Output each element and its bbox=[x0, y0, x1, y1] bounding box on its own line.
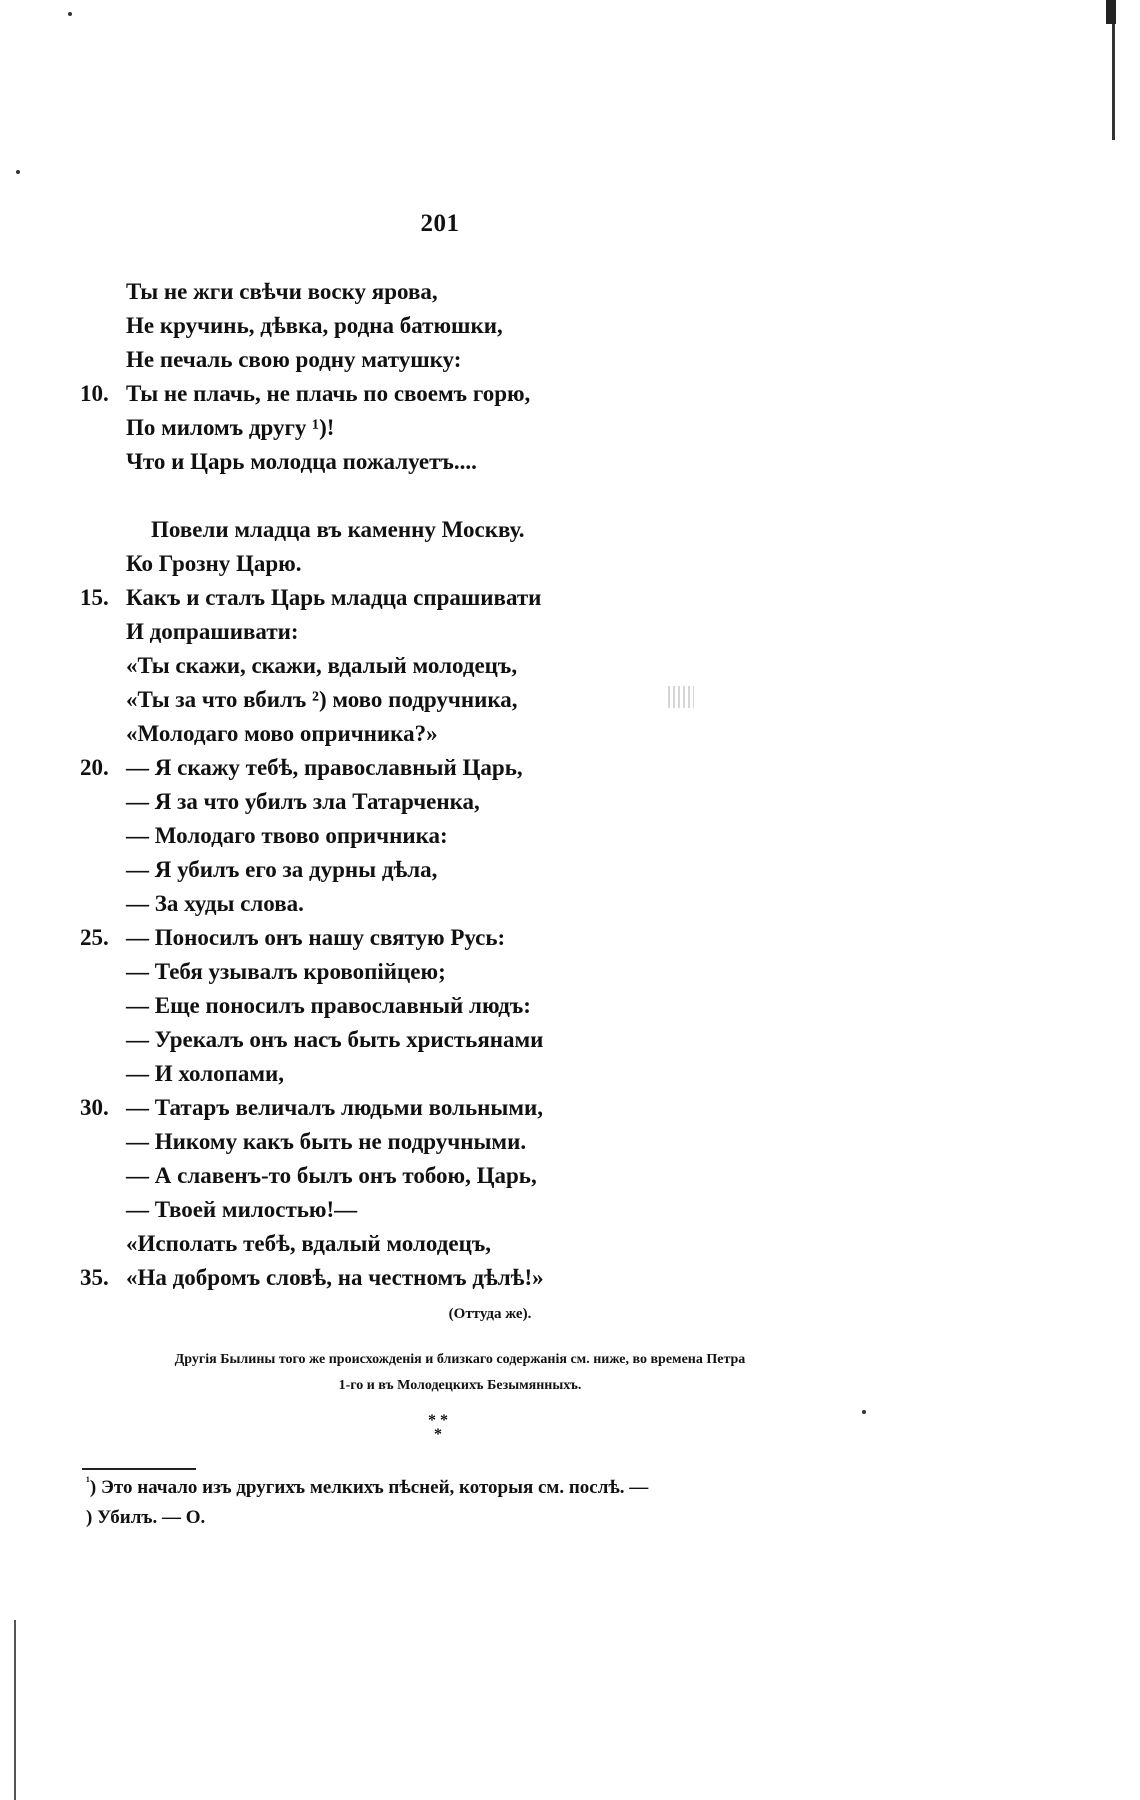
verse-line bbox=[0, 343, 1140, 377]
verse-text: — Урекалъ онъ насъ быть христьянами bbox=[126, 1027, 544, 1052]
verse-line bbox=[0, 751, 1140, 785]
editorial-note-line: 1-го и въ Молодецкихъ Безымянныхъ. bbox=[338, 1378, 582, 1393]
verse-line bbox=[0, 1159, 1140, 1193]
verse-line bbox=[0, 649, 1140, 683]
line-number: 30. bbox=[80, 1095, 109, 1120]
binding-mark bbox=[1106, 0, 1116, 24]
verse-line bbox=[0, 989, 1140, 1023]
footnote-1 bbox=[86, 1473, 648, 1503]
verse-line bbox=[0, 819, 1140, 853]
footnote-text: ) Убилъ. — О. bbox=[86, 1507, 206, 1528]
verse-text: — Еще поносилъ православный людъ: bbox=[126, 993, 531, 1018]
page-edge-line bbox=[14, 1620, 16, 1800]
verse-line bbox=[0, 785, 1140, 819]
verse-line bbox=[0, 887, 1140, 921]
verse-text: — Никому какъ быть не подручными. bbox=[126, 1129, 527, 1154]
verse-line bbox=[0, 309, 1140, 343]
verse-line bbox=[0, 683, 1140, 717]
verse-line bbox=[0, 615, 1140, 649]
verse-line bbox=[0, 1057, 1140, 1091]
verse-text: — Я убилъ его за дурны дѣла, bbox=[126, 857, 438, 882]
verse-text: Не кручинь, дѣвка, родна батюшки, bbox=[126, 313, 503, 338]
verse-text: — А славенъ-то былъ онъ тобою, Царь, bbox=[126, 1163, 537, 1188]
verse-text: — Поносилъ онъ нашу святую Русь: bbox=[126, 925, 506, 950]
speck bbox=[862, 1410, 866, 1414]
line-number: 25. bbox=[80, 925, 109, 950]
verse-text: Какъ и сталъ Царь младца спрашивати bbox=[126, 585, 542, 610]
verse-text: — Татаръ величалъ людьми вольными, bbox=[126, 1095, 544, 1120]
verse-line bbox=[0, 717, 1140, 751]
line-number: 20. bbox=[80, 755, 109, 780]
verse-line bbox=[0, 1091, 1140, 1125]
verse-text: «Исполать тебѣ, вдалый молодецъ, bbox=[126, 1231, 491, 1256]
verse-text: Что и Царь молодца пожалуетъ.... bbox=[126, 449, 477, 474]
verse-line bbox=[0, 1261, 1140, 1295]
verse-line bbox=[0, 955, 1140, 989]
verse-text: Ко Грозну Царю. bbox=[126, 551, 302, 576]
verse-line bbox=[0, 547, 1140, 581]
verse-text: «Ты скажи, скажи, вдалый молодецъ, bbox=[126, 653, 518, 678]
line-number: 10. bbox=[80, 381, 109, 406]
footnote-marker: ¹ bbox=[86, 1473, 90, 1489]
verse-text: — Я за что убилъ зла Татарченка, bbox=[126, 789, 480, 814]
verse-text: «На добромъ словѣ, на честномъ дѣлѣ!» bbox=[126, 1265, 544, 1290]
verse-line bbox=[0, 921, 1140, 955]
verse-text: — Молодаго твово опричника: bbox=[126, 823, 448, 848]
speck bbox=[68, 12, 72, 16]
verse-line bbox=[0, 377, 1140, 411]
verse-text: По миломъ другу ¹)! bbox=[126, 415, 335, 440]
source-attribution: (Оттуда же). bbox=[448, 1306, 532, 1322]
verse-line bbox=[0, 275, 1140, 309]
asterisk-row: * * bbox=[428, 1412, 448, 1429]
verse-line bbox=[0, 513, 1140, 547]
footnote-text: ) Это начало изъ другихъ мелкихъ пѣсней, которыя см. послѣ. — bbox=[89, 1477, 649, 1498]
verse-text: — Твоей милостью!— bbox=[126, 1197, 358, 1222]
footnote-rule bbox=[82, 1468, 196, 1470]
verse-text: — Я скажу тебѣ, православный Царь, bbox=[126, 755, 523, 780]
footnote-2 bbox=[86, 1503, 205, 1533]
speck bbox=[16, 170, 20, 174]
verse-line bbox=[0, 1227, 1140, 1261]
verse-text: «Ты за что вбилъ ²) мово подручника, bbox=[126, 687, 518, 712]
verse-text: Ты не плачь, не плачь по своемъ горю, bbox=[126, 381, 531, 406]
verse-line bbox=[0, 445, 1140, 479]
line-number: 35. bbox=[80, 1265, 109, 1290]
page-number: 201 bbox=[420, 210, 460, 237]
section-asterisks bbox=[418, 1414, 458, 1454]
verse-text: — За худы слова. bbox=[126, 891, 304, 916]
verse-line bbox=[0, 853, 1140, 887]
verse-text: Ты не жги свѣчи воску ярова, bbox=[126, 279, 438, 304]
asterisk-row: * bbox=[434, 1426, 442, 1443]
editorial-note-line: Другія Былины того же происхожденія и близкаго содержанія см. ниже, во времена Петра bbox=[174, 1352, 746, 1367]
verse-line bbox=[0, 1023, 1140, 1057]
editorial-note bbox=[80, 1347, 840, 1399]
verse-text: Не печаль свою родну матушку: bbox=[126, 347, 462, 372]
verse-text: Повели младца въ каменну Москву. bbox=[151, 517, 525, 542]
verse-text: — Тебя узывалъ кровопійцею; bbox=[126, 959, 446, 984]
line-number: 15. bbox=[80, 585, 109, 610]
verse-line bbox=[0, 581, 1140, 615]
verse-text: — И холопами, bbox=[126, 1061, 285, 1086]
verse-line bbox=[0, 1125, 1140, 1159]
verse-line bbox=[0, 411, 1140, 445]
verse-text: «Молодаго мово опричника?» bbox=[126, 721, 438, 746]
verse-line bbox=[0, 1193, 1140, 1227]
verse-text: И допрашивати: bbox=[126, 619, 299, 644]
